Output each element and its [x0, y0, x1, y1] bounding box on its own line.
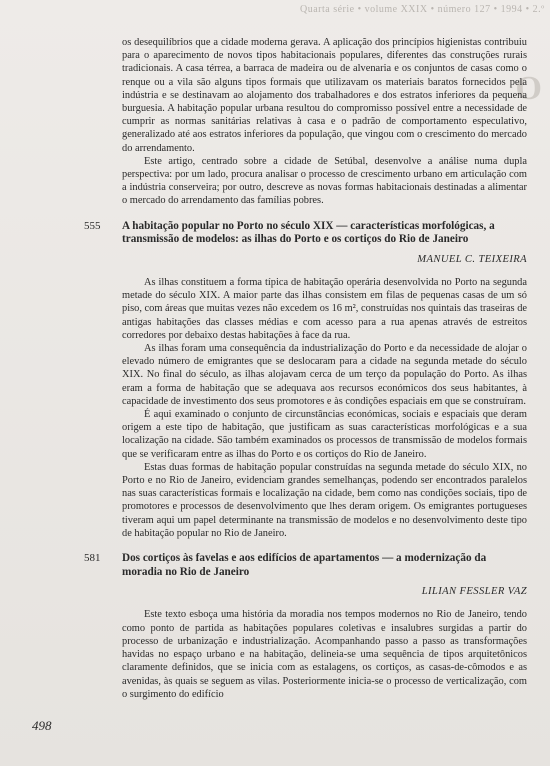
- entry-page-reference: 555: [84, 219, 101, 232]
- abstract-paragraph: É aqui examinado o conjunto de circunstâncias económicas, sociais e espaciais que deram origem a este tipo de habitação, que justificam as suas características morfológicas e a sua localização na cidade. São também examinados os processos de transmissão de modelos formais que se verificaram entre as ilhas do Porto e os cortiços do Rio de Janeiro.: [122, 409, 527, 460]
- running-header: Quarta série • volume XXIX • número 127 • 1994 • 2.º: [300, 4, 545, 15]
- abstract-paragraph: As ilhas foram uma consequência da industrialização do Porto e da necessidade de alojar o elevado número de emigrantes que se deslocaram para a cidade na segunda metade do século XIX. No final do século, as ilhas alojavam cerca de um terço da população do Porto. As ilhas eram a forma de habitação que se adequava aos recursos económicos dos seus habitantes, à capacidade de investimento dos seus promotores e às condições espaciais em que se construíram.: [122, 343, 527, 407]
- intro-paragraph: os desequilíbrios que a cidade moderna gerava. A aplicação dos princípios higienistas contribuiu para o aparecimento de novos tipos habitacionais populares, diferentes das construções rurais tradicionais. A casa térrea, a barraca de madeira ou de alvenaria e os conjuntos de casas como o renque ou a vila são alguns tipos formais que utilizavam os materiais baratos fornecidos pela indústria e se destinavam ao alojamento dos trabalhadores e dos estratos inferiores da pequena burguesia. A habitação popular urbana resultou do compromisso possível entre a necessidade de cumprir as normas sanitárias relativas à casa e o padrão de comportamento especulativo, generalizado até aos estratos inferiores da população, que vingou com o crescimento do mercado do arrendamento.: [122, 37, 527, 154]
- abstract-entry: [84, 219, 527, 540]
- page-body: [84, 36, 527, 701]
- entry-title: Dos cortiços às favelas e aos edifícios de apartamentos — a modernização da moradia no Rio de Janeiro: [122, 552, 487, 578]
- abstract-entry: [84, 552, 527, 701]
- intro-paragraph: Este artigo, centrado sobre a cidade de Setúbal, desenvolve a análise numa dupla perspectiva: por um lado, procura analisar o processo de crescimento urbano em articulação com a indústria conserveira; por outro, descreve as novas formas habitacionais destinadas a alimentar o mercado do arrendamento das famílias pobres.: [122, 155, 527, 207]
- entry-page-reference: 581: [84, 552, 101, 565]
- abstract-paragraph: As ilhas constituem a forma típica de habitação operária desenvolvida no Porto na segunda metade do século XIX. A maior parte das ilhas consistem em filas de pequenas casas de um só piso, com áreas que muitas vezes não excedem os 16 m², construídas nos quintais das traseiras de antigas habitações das classes médias e com acesso para a rua apenas através de estreitos corredores por debaixo destas habitações à face da rua.: [122, 277, 527, 341]
- entry-author: LILIAN FESSLER VAZ: [421, 586, 527, 598]
- page-number: 498: [32, 718, 52, 733]
- bleed-through-mark: O: [515, 70, 542, 107]
- abstract-paragraph: Este texto esboça uma história da moradia nos tempos modernos no Rio de Janeiro, tendo como ponto de partida as habitações populares coletivas e insalubres surgidas a partir do processo de urbanização e industrialização. Acompanhando passo a passo as transformações havidas no espaço urbano e na habitação, delineia-se uma sequência de tipos arquitetônicos claramente definidos, que se inicia com as estalagens, os cortiços, as casas-de-cômodos e as avenidas, às quais se seguem as vilas. Posteriormente inicia-se o processo de verticalização, com o surgimento do edifício: [122, 609, 527, 700]
- entry-title: A habitação popular no Porto no século XIX — características morfológicas, a transmissão de modelos: as ilhas do Porto e os cortiços do Rio de Janeiro: [122, 219, 495, 246]
- abstract-paragraph: Estas duas formas de habitação popular construídas na segunda metade do século XIX, no Porto e no Rio de Janeiro, evidenciam grandes semelhanças, podendo ser encontrados paralelos nas suas características formais e localização na cidade, bem como nas condições sociais, tipo de promotores e processos de desenvolvimento que lhes deram origem. Os emigrantes portugueses tiveram aqui um papel determinante na transmissão de modelos e no desenvolvimento deste tipo de habitação popular no Rio de Janeiro.: [122, 461, 527, 539]
- entry-author: MANUEL C. TEIXEIRA: [417, 253, 527, 265]
